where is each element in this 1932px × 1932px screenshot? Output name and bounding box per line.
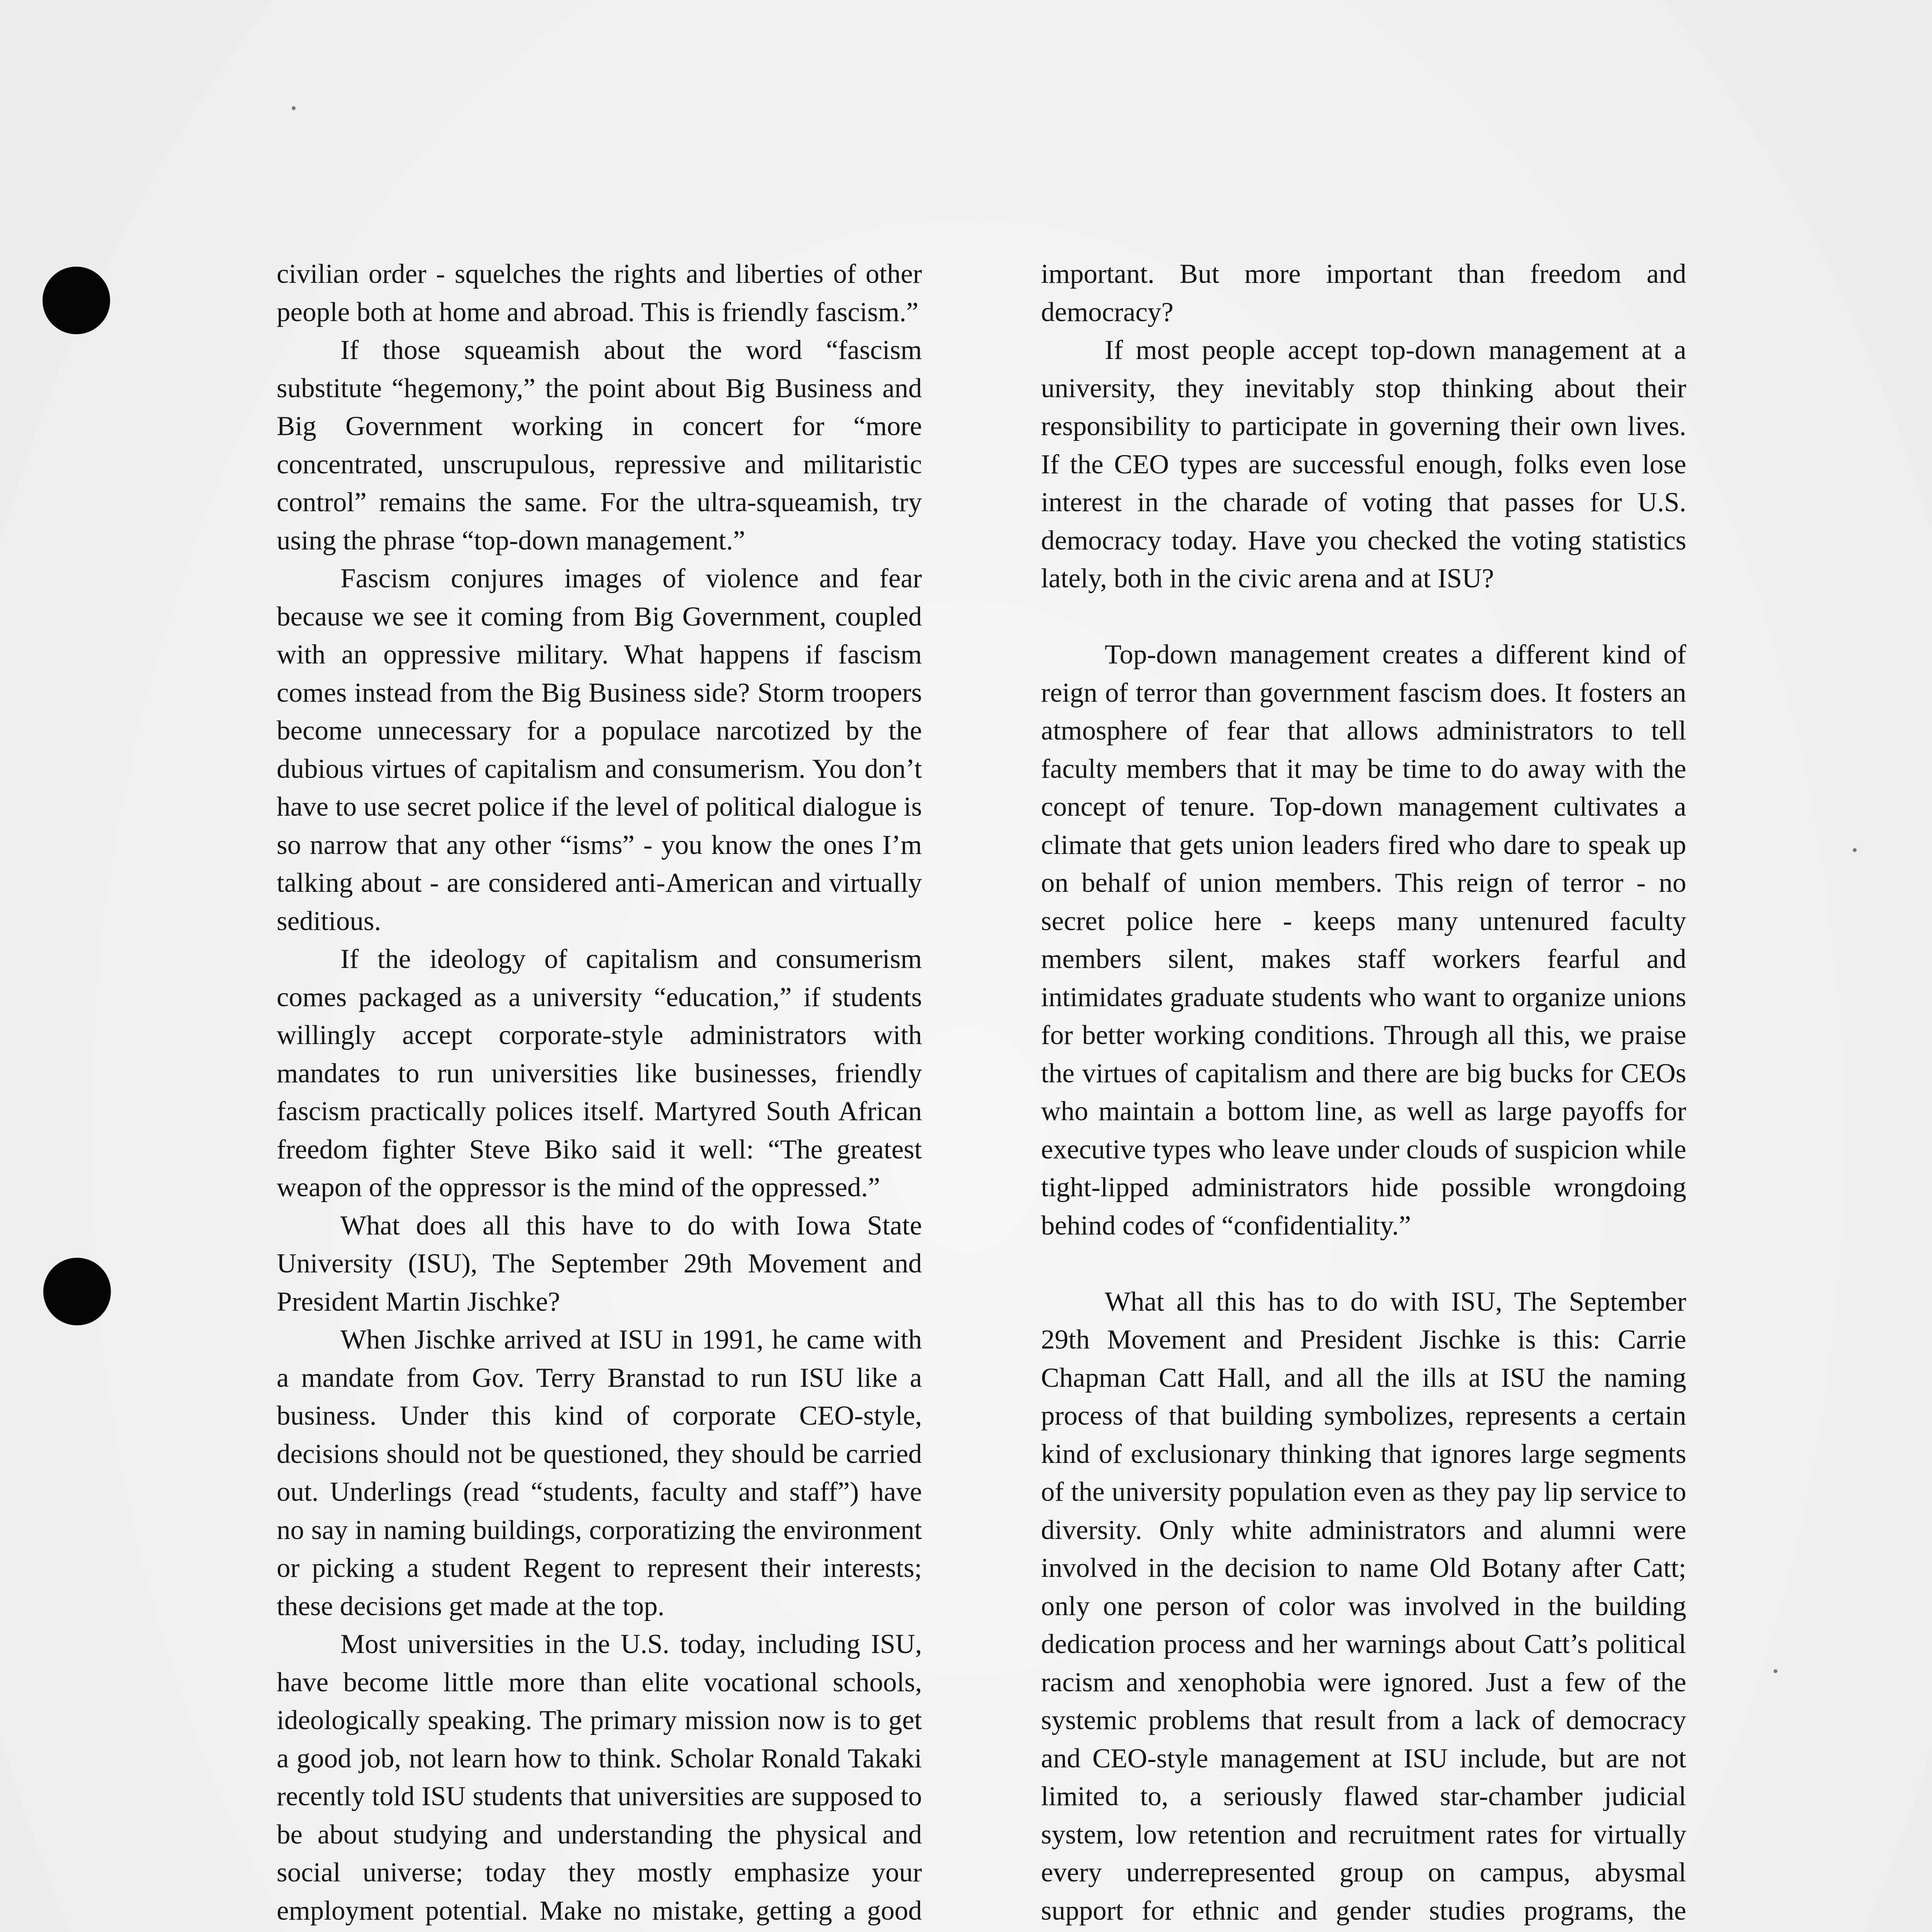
paragraph: Most universities in the U.S. today, including ISU, have become little more than elite vocational schools, ideologically speaking. The primary mission now is to get a good job, not learn how to think. Scholar Ronald Takaki recently told ISU students that universities are supposed to be about studying and understanding the physical and social universe; today they mostly emphasize your employment potential. Make no mistake, getting a good <box>277 1629 922 1926</box>
paragraph: Top-down management creates a different kind of reign of terror than government fascism does. It fosters an atmosphere of fear that allows administrators to tell faculty members that it may be time to do away with the concept of tenure. Top-down management cultivates a climate that gets union leaders fired who dare to speak up on behalf of union members. This reign of terror - no secret police here - keeps many untenured faculty members silent, makes staff workers fearful and intimidates graduate students who want to organize unions for better working conditions. Through all this, we praise the virtues of capitalism and there are big bucks for CEOs who maintain a bottom line, as well as large payoffs for executive types who leave under clouds of suspicion while tight-lipped administrators hide possible wrongdoing behind codes of “confidentiality.” <box>1041 639 1686 1241</box>
paragraph: When Jischke arrived at ISU in 1991, he came with a mandate from Gov. Terry Branstad to run ISU like a business. Under this kind of corporate CEO-style, decisions should not be questioned, they should be carried out. Underlings (read “students, faculty and staff”) have no say in naming buildings, corporatizing the environment or picking a student Regent to represent their interests; these decisions get made at the top. <box>277 1325 922 1621</box>
paragraph: Fascism conjures images of violence and fear because we see it coming from Big Government, coupled with an oppressive military. What happens if fascism comes instead from the Big Business side? Storm troopers become unnecessary for a populace narcotized by the dubious virtues of capitalism and consumerism. You don’t have to use secret police if the level of political dialogue is so narrow that any other “isms” - you know the ones I’m talking about - are considered anti-American and virtually seditious. <box>277 563 922 936</box>
paragraph: What does all this have to do with Iowa State University (ISU), The September 29th Movement and President Martin Jischke? <box>277 1210 922 1317</box>
scan-speck <box>292 106 296 110</box>
paragraph: important. But more important than freedom and democracy? <box>1041 259 1686 327</box>
right-text-column <box>1041 255 1686 1932</box>
binder-hole-middle <box>43 1258 111 1325</box>
paragraph: If those squeamish about the word “fascism substitute “hegemony,” the point about Big Business and Big Government working in concert for “more concentrated, unscrupulous, repressive and militaristic control” remains the same. For the ultra-squeamish, try using the phrase “top-down management.” <box>277 335 922 556</box>
paragraph: If the ideology of capitalism and consumerism comes packaged as a university “education,” if students willingly accept corporate-style administrators with mandates to run universities like businesses, friendly fascism practically polices itself. Martyred South African freedom fighter Steve Biko said it well: “The greatest weapon of the oppressor is the mind of the oppressed.” <box>277 944 922 1202</box>
paragraph: If most people accept top-down management at a university, they inevitably stop thinking about their responsibility to participate in governing their own lives. If the CEO types are successful enough, folks even lose interest in the charade of voting that passes for U.S. democracy today. Have you checked the voting statistics lately, both in the civic arena and at ISU? <box>1041 335 1686 594</box>
left-text-column <box>277 255 922 1932</box>
binder-hole-top <box>43 267 110 334</box>
paragraph: What all this has to do with ISU, The September 29th Movement and President Jischke is this: Carrie Chapman Catt Hall, and all the ills at ISU the naming process of that building symbolizes, represents a certain kind of exclusionary thinking that ignores large segments of the university population even as they pay lip service to diversity. Only white administrators and alumni were involved in the decision to name Old Botany after Catt; only one person of color was involved in the building dedication process and her warnings about Catt’s political racism and xenophobia were ignored. Just a few of the systemic problems that result from a lack of democracy and CEO-style management at ISU include, but are not limited to, a seriously flawed star-chamber judicial system, low retention and recruitment rates for virtually every underrepresented group on campus, abysmal support for ethnic and gender studies programs, the <box>1041 1286 1686 1926</box>
scan-speck <box>1853 848 1857 852</box>
scan-speck <box>1774 1669 1777 1673</box>
paragraph: civilian order - squelches the rights and liberties of other people both at home and abroad. This is friendly fascism.” <box>277 259 922 327</box>
